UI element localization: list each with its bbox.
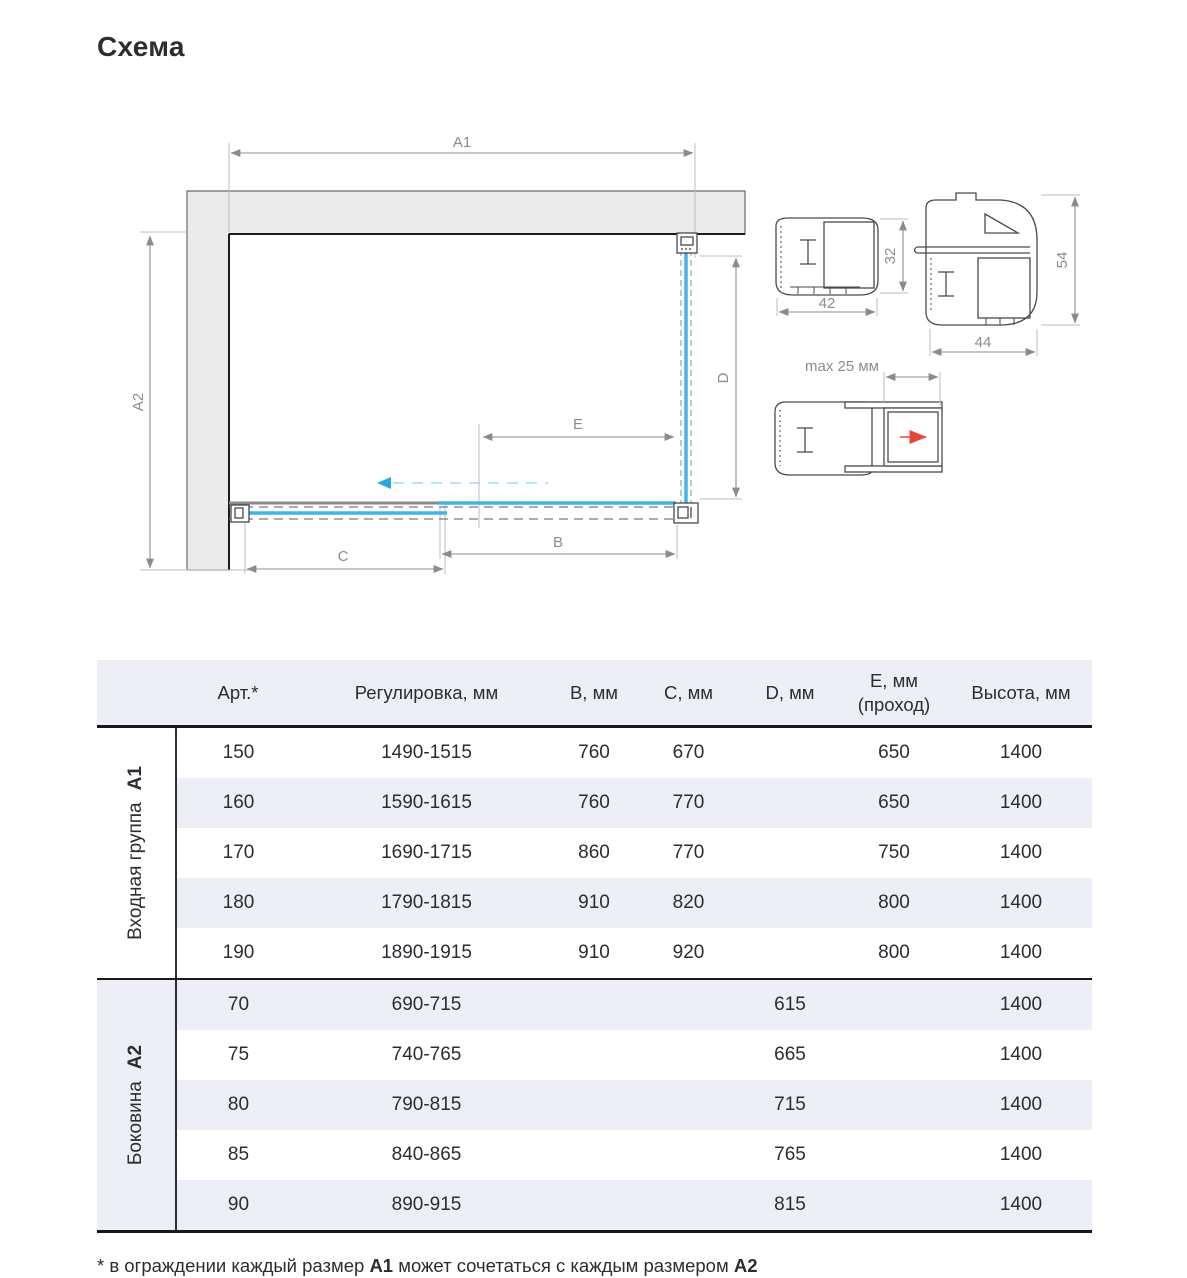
table-cell: 910	[553, 878, 635, 928]
glass-panels	[229, 240, 698, 519]
table-cell	[553, 1030, 635, 1080]
col-art: Арт.*	[176, 660, 300, 727]
group-label-text: Боковина	[125, 1081, 147, 1166]
dim-label-d: D	[715, 372, 732, 384]
table-cell: 1400	[950, 928, 1092, 979]
table-cell: 690-715	[300, 979, 553, 1030]
table-cell: 890-915	[300, 1180, 553, 1232]
table-cell: 1400	[950, 878, 1092, 928]
dim-label-c: C	[337, 548, 349, 565]
footnote	[97, 1255, 757, 1277]
col-height: Высота, мм	[950, 660, 1092, 727]
table-cell: 760	[578, 742, 610, 763]
table-cell: 840-865	[391, 1144, 462, 1165]
table-cell	[553, 979, 635, 1030]
table-row	[97, 1030, 1092, 1080]
group-label-code: А2	[125, 1044, 147, 1070]
group-label-code: А1	[125, 766, 146, 791]
table-cell: 790-815	[300, 1080, 553, 1130]
table-cell: 1400	[950, 979, 1092, 1030]
table-cell: 170	[222, 842, 255, 863]
table-row	[97, 828, 1092, 878]
table-cell: 1400	[950, 1080, 1092, 1130]
table-cell	[838, 1030, 950, 1080]
col-e	[838, 660, 950, 727]
table-cell	[742, 778, 838, 828]
table-cell	[742, 878, 838, 928]
table-cell: 740-765	[391, 1044, 462, 1065]
dim-label-42: 42	[818, 295, 836, 312]
col-reg: Регулировка, мм	[300, 660, 553, 727]
table-cell: 80	[176, 1080, 300, 1130]
table-cell	[742, 727, 838, 779]
page-title: Схема	[97, 30, 185, 62]
table-header	[97, 660, 1092, 727]
table-cell	[635, 1080, 742, 1130]
table-cell: 920	[635, 928, 742, 979]
table-cell: 765	[774, 1144, 806, 1165]
table-cell	[742, 828, 838, 878]
table-cell: 615	[742, 979, 838, 1030]
table-cell: 1790-1815	[300, 878, 553, 928]
table-cell	[553, 1180, 635, 1232]
table-cell: 1490-1515	[381, 742, 472, 763]
table-cell: 665	[774, 1044, 806, 1065]
table-cell	[635, 1030, 742, 1080]
group-entry	[97, 727, 1092, 980]
table-cell: 1400	[999, 742, 1043, 763]
footnote-a2: А2	[733, 1254, 758, 1276]
table-cell: 75	[227, 1044, 250, 1065]
table-cell: 190	[176, 928, 300, 979]
table-cell: 1400	[999, 1144, 1043, 1165]
table-cell: 760	[553, 778, 635, 828]
table-cell: 1400	[950, 778, 1092, 828]
table-cell: 90	[176, 1180, 300, 1232]
table-row	[97, 1080, 1092, 1130]
dim-label-max25: max 25 мм	[805, 358, 879, 375]
dim-label-b: B	[552, 534, 564, 551]
table-cell	[838, 1130, 950, 1180]
col-b: B, мм	[553, 660, 635, 727]
dim-label-32: 32	[882, 247, 899, 265]
group-side	[97, 979, 1092, 1232]
table-cell: 770	[635, 778, 742, 828]
dim-label-a2: A2	[130, 392, 147, 412]
table-cell	[838, 979, 950, 1030]
table-cell: 70	[176, 979, 300, 1030]
col-c: C, мм	[635, 660, 742, 727]
table-cell: 1400	[999, 842, 1043, 863]
dim-label-e: E	[572, 416, 584, 433]
table-row	[97, 778, 1092, 828]
footnote-text: может сочетаться с каждым размером	[393, 1254, 734, 1276]
table-cell: 650	[878, 742, 910, 763]
table-row	[97, 1130, 1092, 1180]
table-cell	[553, 1080, 635, 1130]
dim-label-54: 54	[1054, 251, 1071, 269]
profile-section-adjust	[775, 402, 942, 475]
table-cell	[635, 979, 742, 1030]
footnote-text: * в ограждении каждый размер	[97, 1254, 370, 1276]
table-cell: 750	[878, 842, 910, 863]
profile-connectors	[231, 233, 698, 523]
table-row	[97, 979, 1092, 1030]
group-label-a1	[97, 727, 176, 980]
table-row	[97, 878, 1092, 928]
profile-section-small	[776, 218, 878, 295]
table-cell: 150	[222, 742, 255, 763]
table-cell: 860	[578, 842, 610, 863]
table-cell: 670	[672, 742, 705, 763]
dim-label-44: 44	[974, 334, 992, 351]
table-row	[97, 928, 1092, 979]
table-cell: 820	[635, 878, 742, 928]
table-cell: 160	[176, 778, 300, 828]
table-cell	[838, 1080, 950, 1130]
technical-diagram	[0, 0, 1187, 630]
header-spacer	[97, 660, 176, 727]
table-cell	[553, 1130, 635, 1180]
col-e-line1: E, мм	[869, 669, 919, 691]
table-cell	[742, 928, 838, 979]
table-cell	[838, 1180, 950, 1232]
table-cell: 650	[838, 778, 950, 828]
table-cell: 910	[553, 928, 635, 979]
dim-label-a1: A1	[452, 134, 472, 151]
diagram-svg	[0, 0, 1187, 630]
table-cell: 715	[742, 1080, 838, 1130]
table-cell	[635, 1180, 742, 1232]
table-cell: 815	[742, 1180, 838, 1232]
col-e-line2: (проход)	[857, 693, 931, 715]
group-label-text: Входная группа	[125, 802, 146, 940]
table-row	[97, 727, 1092, 779]
table-cell: 770	[672, 842, 705, 863]
table-cell: 1890-1915	[300, 928, 553, 979]
profile-section-large	[915, 193, 1038, 325]
table-cell: 85	[227, 1144, 250, 1165]
col-d: D, мм	[742, 660, 838, 727]
table-cell: 1690-1715	[381, 842, 472, 863]
table-cell: 1400	[999, 1044, 1043, 1065]
table-cell: 800	[838, 928, 950, 979]
slide-direction-arrow	[377, 477, 548, 489]
table-cell: 1590-1615	[300, 778, 553, 828]
table-cell: 800	[838, 878, 950, 928]
table-cell	[635, 1130, 742, 1180]
footnote-a1: А1	[369, 1254, 394, 1276]
table-row	[97, 1180, 1092, 1232]
table-cell: 1400	[950, 1180, 1092, 1232]
spec-table	[97, 660, 1092, 1233]
table-cell: 180	[176, 878, 300, 928]
group-label-a2	[97, 979, 176, 1232]
